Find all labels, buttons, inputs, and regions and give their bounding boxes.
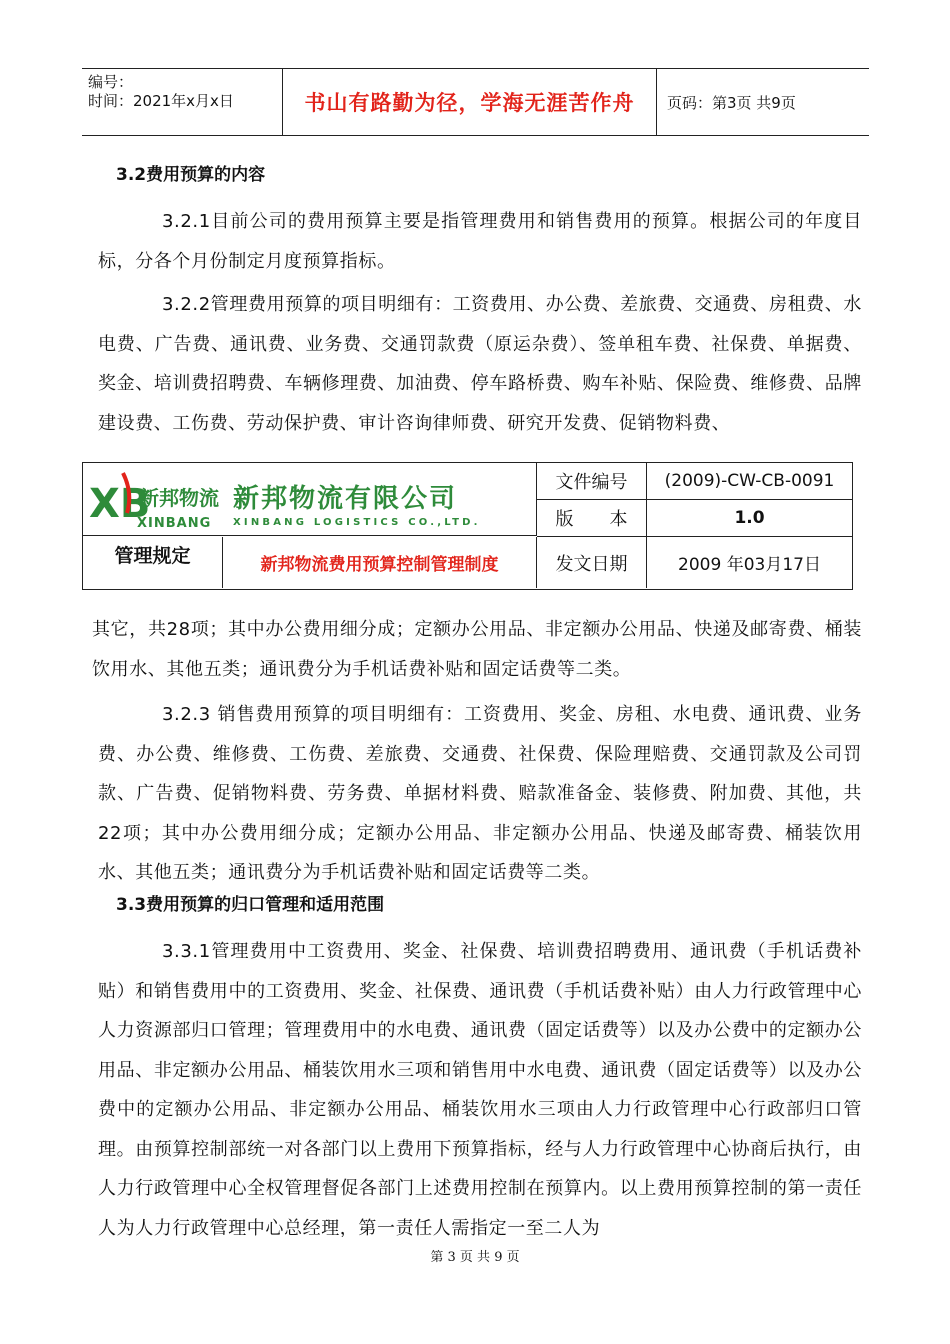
company-logo-icon	[83, 463, 535, 535]
motto-text: 书山有路勤为径，学海无涯苦作舟	[304, 91, 635, 115]
paragraph-3-2-1: 3.2.1目前公司的费用预算主要是指管理费用和销售费用的预算。根据公司的年度目标，分各个月份制定月度预算指标。	[98, 211, 862, 272]
regulation-label: 管理规定	[83, 537, 223, 588]
company-logo-cell	[83, 463, 537, 536]
header-left-cell	[82, 69, 282, 135]
document-number-label: 编号：	[88, 73, 134, 91]
version-label: 版 本	[537, 500, 647, 536]
paragraph-3-2-3: 3.2.3 销售费用预算的项目明细有：工资费用、奖金、房租、水电费、通讯费、业务费、办公费、维修费、工伤费、差旅费、交通费、社保费、保险理赔费、交通罚款及公司罚款、广告费、促销物料费、劳务费、单据材料费、赔款准备金、装修费、附加费、其他，共22项；其中办公费用细分成；定额办公用品、非定额办公用品、快递及邮寄费、桶装饮用水、其他五类；通讯费分为手机话费补贴和固定话费等二类。	[98, 704, 862, 883]
version-value: 1.0	[734, 508, 765, 528]
paragraph-3-2-2-continued: 其它，共28项；其中办公费用细分成；定额办公用品、非定额办公用品、快递及邮寄费、桶装饮用水、其他五类；通讯费分为手机话费补贴和固定话费等二类。	[92, 619, 862, 680]
document-time-label: 时间：2021年x月x日	[88, 92, 234, 110]
heading-3-2: 3.2费用预算的内容	[116, 165, 266, 185]
logo-en-text: XINBANG	[137, 516, 212, 531]
regulation-title: 新邦物流费用预算控制管理制度	[223, 537, 537, 588]
header-page-cell	[657, 69, 869, 135]
logo-cn-text: 新邦物流	[139, 486, 219, 510]
logo-mark-text: XB	[89, 481, 151, 527]
page-header	[82, 68, 869, 136]
doc-number-value: (2009)-CW-CB-0091	[664, 471, 835, 491]
issue-date-label: 发文日期	[537, 537, 647, 588]
issue-date-value: 2009 年03月17日	[678, 555, 821, 575]
company-info-table	[82, 462, 853, 590]
paragraph-3-2-2: 3.2.2管理费用预算的项目明细有：工资费用、办公费、差旅费、交通费、房租费、水电费、广告费、通讯费、业务费、交通罚款费（原运杂费）、签单租车费、社保费、单据费、奖金、培训费招聘费、车辆修理费、加油费、停车路桥费、购车补贴、保险费、维修费、品牌建设费、工伤费、劳动保护费、审计咨询律师费、研究开发费、促销物料费、	[98, 294, 862, 434]
company-name-cn: 新邦物流有限公司	[233, 484, 458, 514]
page-footer: 第 3 页 共 9 页	[430, 1250, 520, 1265]
company-name-en: XINBANG LOGISTICS CO.,LTD.	[233, 517, 481, 528]
doc-number-label: 文件编号	[537, 463, 647, 499]
header-motto-cell	[282, 69, 657, 135]
paragraph-3-3-1: 3.3.1管理费用中工资费用、奖金、社保费、培训费招聘费用、通讯费（手机话费补贴）和销售费用中的工资费用、奖金、社保费、通讯费（手机话费补贴）由人力行政管理中心人力资源部归口管理；管理费用中的水电费、通讯费（固定话费等）以及办公费中的定额办公用品、非定额办公用品、桶装饮用水三项和销售用中水电费、通讯费（固定话费等）以及办公费中的定额办公用品、非定额办公用品、桶装饮用水三项由人力行政管理中心行政部归口管理。由预算控制部统一对各部门以上费用下预算指标，经与人力行政管理中心协商后执行，由人力行政管理中心全权管理督促各部门上述费用控制在预算内。以上费用预算控制的第一责任人为人力行政管理中心总经理，第一责任人需指定一至二人为	[98, 941, 862, 1237]
heading-3-3: 3.3费用预算的归口管理和适用范围	[116, 895, 385, 915]
header-page-label: 页码：第3页 共9页	[667, 93, 796, 112]
